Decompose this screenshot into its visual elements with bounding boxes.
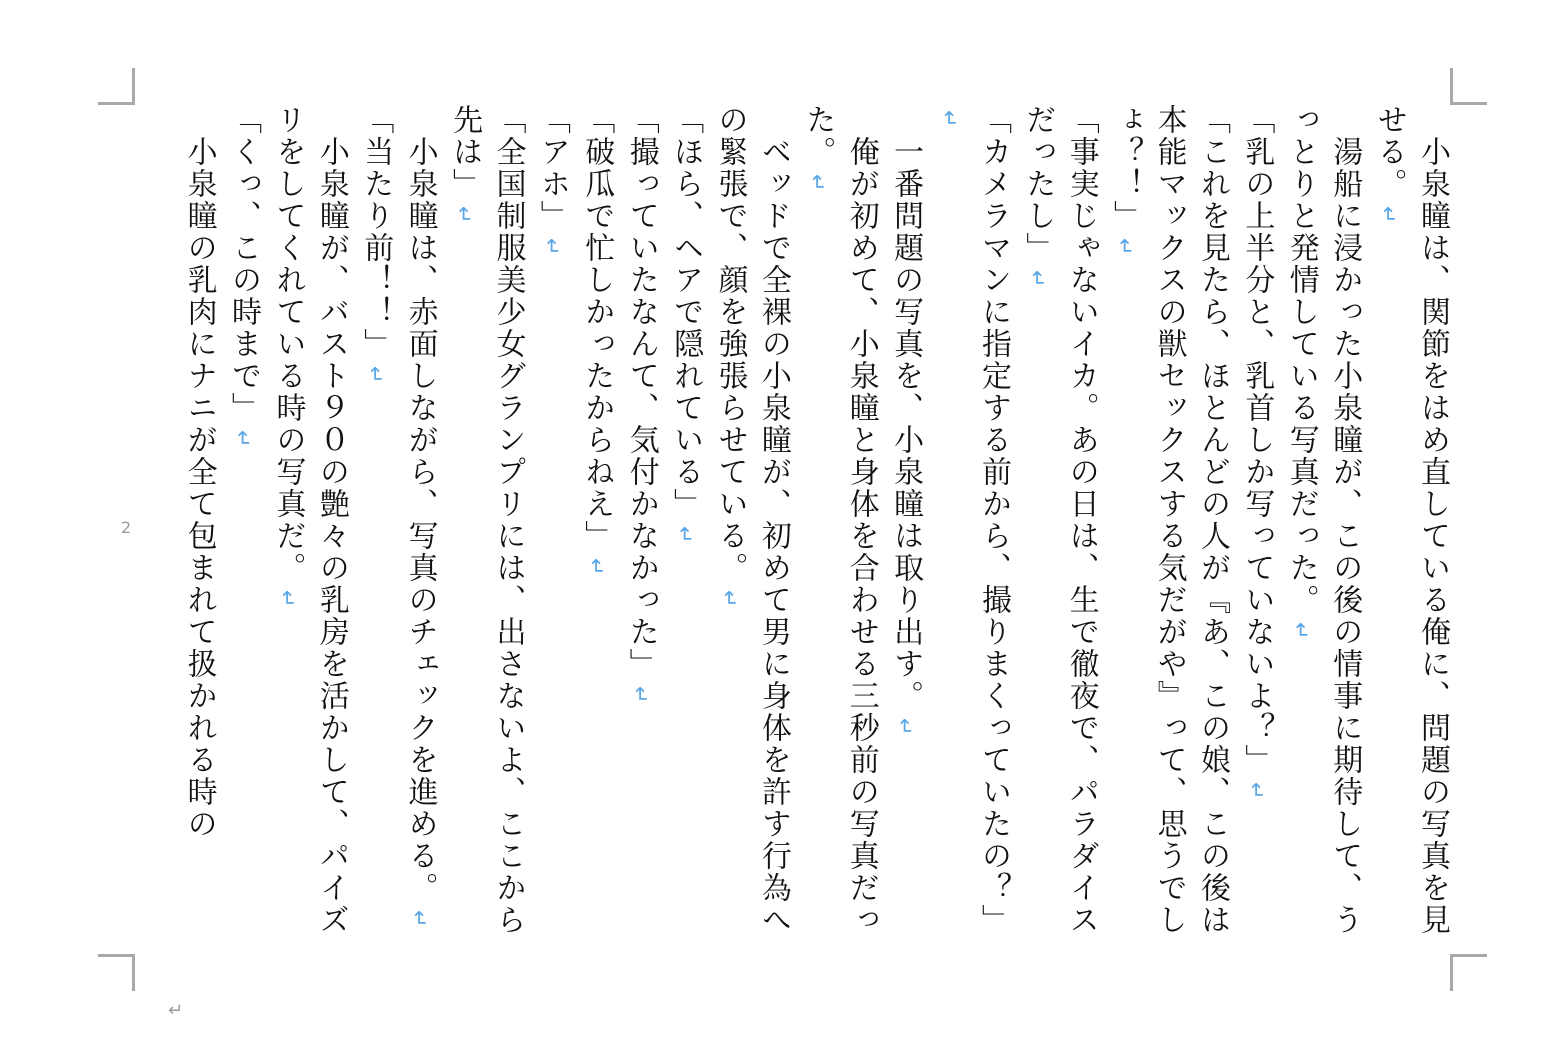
paragraph: 「これを見たら、ほとんどの人が『あ、この娘、この後は本能マックスの獣セックスする気だがや』って、思うでしょ？！」↵: [1103, 104, 1234, 960]
paragraph-mark-icon: ↵: [1244, 782, 1269, 802]
document-body[interactable]: [154, 104, 1454, 960]
paragraph: 「全国制服美少女グランプリには、出さないよ、ここから先は」↵: [442, 104, 530, 960]
paragraph-mark-icon: ↵: [275, 590, 300, 610]
page-number: 2: [121, 518, 132, 537]
paragraph-mark-icon: ↵: [1376, 206, 1401, 226]
paragraph-mark-icon: ↵: [1113, 238, 1138, 258]
paragraph-mark-icon: ↵: [231, 430, 256, 450]
page-corner-mark-bottom-left: [98, 954, 135, 991]
paragraph-mark-icon: ↵: [584, 558, 609, 578]
paragraph: 「事実じゃないイカ。あの日は、生で徹夜で、パラダイスだったし」↵: [1015, 104, 1103, 960]
paragraph: 小泉瞳が、バスト９０の艶々の乳房を活かして、パイズリをしてくれている時の写真だ。↵: [265, 104, 353, 960]
page-corner-mark-top-right: [1450, 68, 1487, 105]
paragraph-mark-icon: ↵: [937, 110, 962, 130]
paragraph: 「当たり前！！」↵: [353, 104, 397, 960]
paragraph-mark-icon: ↵: [628, 686, 653, 706]
section-end-mark-icon: ↵: [168, 1000, 184, 1021]
paragraph: 小泉瞳は、関節をはめ直している俺に、問題の写真を見せる。↵: [1366, 104, 1454, 960]
paragraph: 「乳の上半分と、乳首しか写っていないよ？」↵: [1234, 104, 1278, 960]
page-corner-mark-bottom-right: [1450, 954, 1487, 991]
paragraph-mark-icon: ↵: [717, 590, 742, 610]
paragraph-mark-icon: ↵: [407, 910, 432, 930]
paragraph: 湯船に浸かった小泉瞳が、この後の情事に期待して、うっとりと発情している写真だった。↵: [1278, 104, 1366, 960]
paragraph-mark-icon: ↵: [1025, 270, 1050, 290]
paragraph: 「くっ、この時まで」↵: [221, 104, 265, 960]
paragraph: 一番問題の写真を、小泉瞳は取り出す。↵: [883, 104, 927, 960]
paragraph-mark-icon: ↵: [363, 366, 388, 386]
paragraph: 小泉瞳の乳肉にナニが全て包まれて扱かれる時の: [181, 104, 217, 840]
paragraph-mark-icon: ↵: [805, 174, 830, 194]
page-corner-mark-top-left: [98, 68, 135, 105]
paragraph: 「アホ」↵: [529, 104, 573, 960]
paragraph-mark-icon: ↵: [452, 206, 477, 226]
paragraph: 「破瓜で忙しかったからねえ」↵: [574, 104, 618, 960]
paragraph: ベッドで全裸の小泉瞳が、初めて男に身体を許す行為への緊張で、顔を強張らせている。↵: [707, 104, 795, 960]
paragraph: 俺が初めて、小泉瞳と身体を合わせる三秒前の写真だった。↵: [795, 104, 883, 960]
paragraph: 「カメラマンに指定する前から、撮りまくっていたの？」↵: [927, 104, 1015, 960]
paragraph-mark-icon: ↵: [539, 238, 564, 258]
paragraph: 「ほら、ヘアで隠れている」↵: [663, 104, 707, 960]
paragraph-mark-icon: ↵: [1288, 622, 1313, 642]
paragraph: 小泉瞳は、赤面しながら、写真のチェックを進める。↵: [397, 104, 441, 960]
paragraph: 「撮っていたなんて、気付かなかった」↵: [618, 104, 662, 960]
paragraph-mark-icon: ↵: [673, 526, 698, 546]
paragraph-mark-icon: ↵: [893, 718, 918, 738]
